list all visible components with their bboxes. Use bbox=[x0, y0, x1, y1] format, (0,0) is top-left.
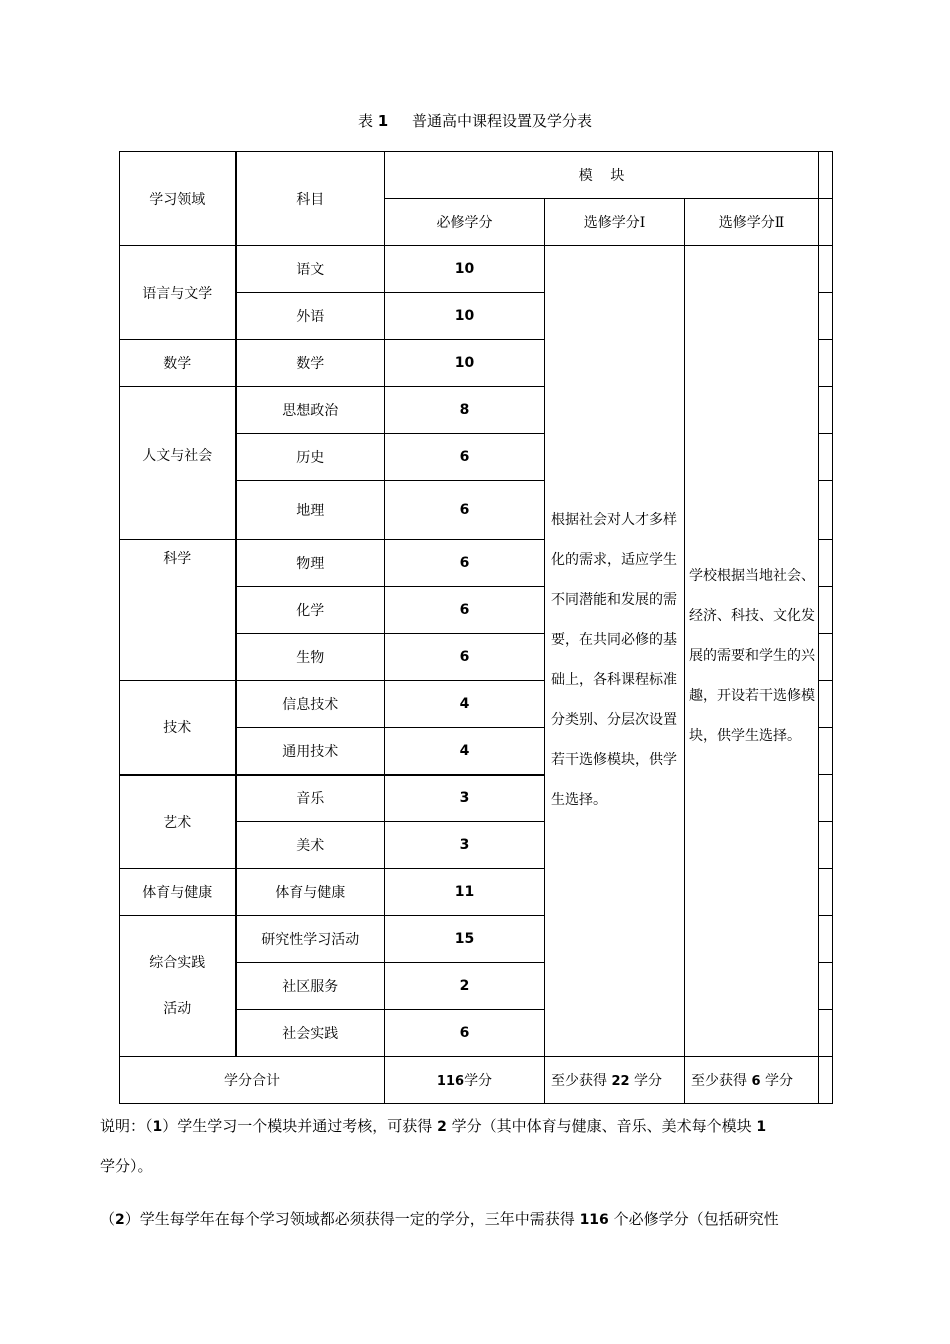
note-text: 个必修学分（包括研究性 bbox=[613, 1210, 779, 1228]
table-edge-cell bbox=[819, 681, 833, 728]
table-edge-cell bbox=[819, 246, 833, 293]
area-art: 艺术 bbox=[120, 775, 236, 869]
note-text: （ bbox=[100, 1210, 116, 1228]
credit-cell: 10 bbox=[385, 246, 545, 293]
credit-cell: 6 bbox=[385, 587, 545, 634]
note-number: 116 bbox=[579, 1212, 609, 1228]
credit-cell: 4 bbox=[385, 728, 545, 775]
elective1-description bbox=[545, 246, 685, 1057]
subject-cell: 语文 bbox=[236, 246, 385, 293]
header-elective1: 选修学分Ⅰ bbox=[545, 199, 685, 246]
subject-cell: 外语 bbox=[236, 293, 385, 340]
area-science: 科学 bbox=[120, 540, 236, 681]
table-edge-cell bbox=[819, 963, 833, 1010]
total-elective1 bbox=[545, 1057, 685, 1104]
table-edge-cell bbox=[819, 540, 833, 587]
subject-cell: 音乐 bbox=[236, 775, 385, 822]
subject-cell: 社会实践 bbox=[236, 1010, 385, 1057]
subject-cell: 体育与健康 bbox=[236, 869, 385, 916]
total-required bbox=[385, 1057, 545, 1104]
table-title-number: 1 bbox=[377, 112, 389, 130]
table-edge-cell bbox=[819, 340, 833, 387]
table-edge-cell bbox=[819, 775, 833, 822]
credit-cell: 6 bbox=[385, 434, 545, 481]
table-title-prefix: 表 bbox=[357, 112, 373, 130]
credit-cell: 6 bbox=[385, 481, 545, 540]
note-number: 2 bbox=[115, 1212, 125, 1228]
note-text: ）学生学习一个模块并通过考核，可获得 bbox=[162, 1117, 433, 1135]
credit-cell: 6 bbox=[385, 634, 545, 681]
total-elective2 bbox=[685, 1057, 819, 1104]
note-line-2 bbox=[100, 1155, 860, 1176]
table-edge-cell bbox=[819, 1057, 833, 1104]
note-text: 学分）。 bbox=[100, 1157, 153, 1175]
subject-cell: 物理 bbox=[236, 540, 385, 587]
total-required-unit: 学分 bbox=[464, 1073, 493, 1089]
area-lang: 语言与文学 bbox=[120, 246, 236, 340]
total-e1-number: 22 bbox=[611, 1074, 630, 1089]
credit-cell: 8 bbox=[385, 387, 545, 434]
credit-cell: 15 bbox=[385, 916, 545, 963]
header-elective2: 选修学分Ⅱ bbox=[685, 199, 819, 246]
credit-cell: 3 bbox=[385, 822, 545, 869]
subject-cell: 化学 bbox=[236, 587, 385, 634]
area-practice-line2: 活动 bbox=[163, 1001, 192, 1017]
credit-cell: 6 bbox=[385, 540, 545, 587]
table-edge-cell bbox=[819, 916, 833, 963]
credit-cell: 2 bbox=[385, 963, 545, 1010]
area-math: 数学 bbox=[120, 340, 236, 387]
table-edge-cell bbox=[819, 634, 833, 681]
table-edge-cell bbox=[819, 587, 833, 634]
subject-cell: 数学 bbox=[236, 340, 385, 387]
total-e1-prefix: 至少获得 bbox=[551, 1073, 607, 1089]
note-text: 学分（其中体育与健康、音乐、美术每个模块 bbox=[451, 1117, 752, 1135]
note-number: 1 bbox=[152, 1119, 163, 1135]
table-edge-cell bbox=[819, 1010, 833, 1057]
elective2-description bbox=[685, 246, 819, 1057]
subject-cell: 生物 bbox=[236, 634, 385, 681]
area-pe: 体育与健康 bbox=[120, 869, 236, 916]
credit-cell: 6 bbox=[385, 1010, 545, 1057]
note-line-1 bbox=[100, 1115, 860, 1136]
header-subject: 科目 bbox=[236, 152, 385, 246]
area-practice bbox=[120, 916, 236, 1057]
table-edge-cell bbox=[819, 822, 833, 869]
note-text: ）学生每学年在每个学习领域都必须获得一定的学分，三年中需获得 bbox=[124, 1210, 575, 1228]
credit-cell: 4 bbox=[385, 681, 545, 728]
header-required: 必修学分 bbox=[385, 199, 545, 246]
note-number: 2 bbox=[437, 1119, 447, 1135]
total-required-number: 116 bbox=[436, 1074, 465, 1089]
area-practice-line1: 综合实践 bbox=[149, 955, 206, 971]
credit-cell: 11 bbox=[385, 869, 545, 916]
note-number: 1 bbox=[756, 1119, 767, 1135]
header-area: 学习领域 bbox=[120, 152, 236, 246]
table-edge-cell bbox=[819, 728, 833, 775]
total-e2-prefix: 至少获得 bbox=[691, 1073, 747, 1089]
subject-cell: 思想政治 bbox=[236, 387, 385, 434]
elective2-description-text: 学校根据当地社会、经济、科技、文化发展的需要和学生的兴趣，开设若干选修模块，供学生选择。 bbox=[689, 568, 815, 744]
area-tech: 技术 bbox=[120, 681, 236, 775]
subject-cell: 通用技术 bbox=[236, 728, 385, 775]
credit-cell: 10 bbox=[385, 293, 545, 340]
subject-cell: 信息技术 bbox=[236, 681, 385, 728]
curriculum-table bbox=[119, 151, 833, 1104]
table-edge-cell bbox=[819, 869, 833, 916]
table-edge-cell bbox=[819, 293, 833, 340]
table-edge-cell bbox=[819, 387, 833, 434]
total-label: 学分合计 bbox=[120, 1057, 385, 1104]
table-edge-cell bbox=[819, 434, 833, 481]
subject-cell: 美术 bbox=[236, 822, 385, 869]
table-edge-cell bbox=[819, 152, 833, 199]
subject-cell: 地理 bbox=[236, 481, 385, 540]
table-edge-cell bbox=[819, 481, 833, 540]
area-humanities: 人文与社会 bbox=[120, 387, 236, 540]
credit-cell: 10 bbox=[385, 340, 545, 387]
table-title-text: 普通高中课程设置及学分表 bbox=[412, 112, 593, 130]
subject-cell: 社区服务 bbox=[236, 963, 385, 1010]
header-module: 模 块 bbox=[385, 152, 819, 199]
subject-cell: 历史 bbox=[236, 434, 385, 481]
credit-cell: 3 bbox=[385, 775, 545, 822]
table-edge-cell bbox=[819, 199, 833, 246]
note-line-3 bbox=[100, 1208, 860, 1229]
total-e1-unit: 学分 bbox=[634, 1073, 662, 1089]
elective1-description-text: 根据社会对人才多样化的需求，适应学生不同潜能和发展的需要，在共同必修的基础上，各科课程标准分类别、分层次设置若干选修模块，供学生选择。 bbox=[551, 512, 677, 808]
note-text: 说明：（ bbox=[100, 1117, 153, 1135]
subject-cell: 研究性学习活动 bbox=[236, 916, 385, 963]
table-title bbox=[0, 110, 950, 131]
total-e2-unit: 学分 bbox=[764, 1073, 793, 1089]
total-e2-number: 6 bbox=[751, 1074, 761, 1089]
